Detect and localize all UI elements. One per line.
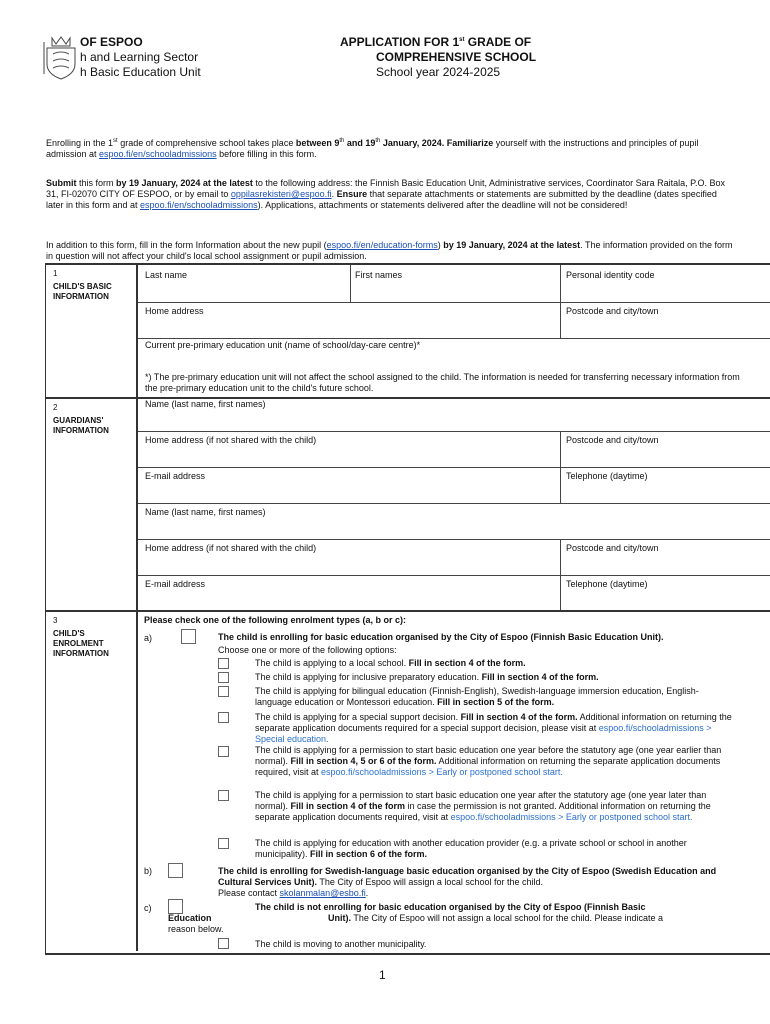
preprimary-unit-field[interactable]: Current pre-primary education unit (name of school/day-care centre)* — [145, 340, 421, 350]
application-title — [340, 35, 536, 80]
guardian1-phone-field[interactable]: Telephone (daytime) — [566, 471, 648, 481]
option-a-letter: a) — [144, 633, 153, 643]
option-special-support: The child is applying for a special support decision. Fill in section 4 of the form. Additional information on returning the separate application documents required for a special support decision, please visit at espoo.fi/schooladmissions > Special education. — [255, 712, 732, 744]
education-forms-link[interactable]: espoo.fi/en/education-forms — [326, 240, 438, 250]
espoo-crest-logo — [43, 34, 79, 80]
other-provider-checkbox[interactable] — [218, 838, 229, 849]
guardian1-postcode-field[interactable]: Postcode and city/town — [566, 435, 659, 445]
option-inclusive-preparatory: The child is applying for inclusive preparatory education. Fill in section 4 of the form. — [255, 672, 599, 682]
section-1-header — [46, 265, 138, 397]
option-b-checkbox[interactable] — [168, 863, 183, 878]
late-start-checkbox[interactable] — [218, 790, 229, 801]
organisation-name — [80, 35, 201, 80]
page-number: 1 — [379, 968, 386, 982]
intro-paragraph-3: In addition to this form, fill in the form Information about the new pupil (espoo.fi/en/education-forms) by 19 January, 2024 at the latest. The information provided on the form in question will not affect your child's local school assignment or pupil admission. — [46, 240, 733, 261]
title-line-1: APPLICATION FOR 1st GRADE OF — [340, 35, 532, 49]
section-label: CHILD'S BASIC INFORMATION — [53, 282, 112, 301]
first-names-field[interactable]: First names — [355, 270, 403, 280]
schooladmissions-link-2[interactable]: espoo.fi/en/schooladmissions — [140, 200, 258, 210]
skolanmalan-email-link[interactable]: skolanmalan@esbo.fi — [279, 888, 366, 898]
local-school-checkbox[interactable] — [218, 658, 229, 669]
option-c-title-2: Education — [168, 913, 212, 923]
section-number: 1 — [53, 269, 58, 278]
child-postcode-field[interactable]: Postcode and city/town — [566, 306, 659, 316]
option-c-letter: c) — [144, 903, 152, 913]
guardian2-postcode-field[interactable]: Postcode and city/town — [566, 543, 659, 553]
guardian2-email-field[interactable]: E-mail address — [145, 579, 206, 589]
special-education-link[interactable]: espoo.fi/schooladmissions > Special education. — [255, 723, 712, 744]
option-late-start: The child is applying for a permission to start basic education one year after the statutory age (one year later than normal). Fill in section 4 of the form in case the permission is not granted. Additional information on returning the separate application documents required, visit at espoo.fi/schooladmissions > Early or postponed school start. — [255, 790, 711, 822]
org-line-1: OF ESPOO — [80, 35, 143, 49]
section-2-header — [46, 399, 138, 610]
option-local-school: The child is applying to a local school. Fill in section 4 of the form. — [255, 658, 526, 668]
title-line-2: COMPREHENSIVE SCHOOL — [376, 50, 537, 64]
section-number: 3 — [53, 616, 58, 625]
child-home-address-field[interactable]: Home address — [145, 306, 204, 316]
option-c-checkbox[interactable] — [168, 899, 183, 914]
option-bilingual-education: The child is applying for bilingual education (Finnish-English), Swedish-language immersion education, English-language education or Montessori education. Fill in section 5 of the form. — [255, 686, 699, 707]
option-b-text: The child is enrolling for Swedish-language basic education organised by the City of Espoo (Swedish Education and Cultural Services Unit). The City of Espoo will assign a local school for the child. Please contact skolanmalan@esbo.fi. — [218, 866, 717, 898]
oppilasrekisteri-email-link[interactable]: oppilasrekisteri@espoo.fi — [230, 189, 332, 199]
section-3-header — [46, 612, 138, 951]
option-a-title: The child is enrolling for basic education organised by the City of Espoo (Finnish Basic Education Unit). — [218, 632, 664, 642]
org-line-2: h and Learning Sector — [80, 50, 199, 64]
option-a-subtitle: Choose one or more of the following options: — [218, 645, 397, 655]
school-year: School year 2024-2025 — [376, 65, 501, 79]
org-line-3: h Basic Education Unit — [80, 65, 201, 79]
section-label: GUARDIANS' INFORMATION — [53, 416, 109, 435]
option-moving-municipality: The child is moving to another municipality. — [255, 939, 427, 949]
bilingual-education-checkbox[interactable] — [218, 686, 229, 697]
enrolment-instruction: Please check one of the following enrolment types (a, b or c): — [144, 615, 407, 625]
early-postponed-link[interactable]: espoo.fi/schooladmissions > Early or postponed school start. — [321, 767, 563, 777]
option-a-checkbox[interactable] — [181, 629, 196, 644]
option-other-provider: The child is applying for education with another education provider (e.g. a private school or school in another municipality). Fill in section 6 of the form. — [255, 838, 687, 859]
preprimary-note: *) The pre-primary education unit will not affect the school assigned to the child. The information is needed for transferring necessary information from the pre-primary education unit to the child's future school. — [145, 372, 740, 393]
guardian2-home-address-field[interactable]: Home address (if not shared with the child) — [145, 543, 317, 553]
guardian1-home-address-field[interactable]: Home address (if not shared with the child) — [145, 435, 317, 445]
section-number: 2 — [53, 403, 58, 412]
early-postponed-link-2[interactable]: espoo.fi/schooladmissions > Early or postponed school start. — [450, 812, 693, 822]
section-label: CHILD'S ENROLMENT INFORMATION — [53, 629, 109, 658]
option-c-title-1: The child is not enrolling for basic education organised by the City of Espoo (Finnish Basic — [255, 902, 646, 912]
guardian2-name-field[interactable]: Name (last name, first names) — [145, 507, 266, 517]
option-c-reason-note: reason below. — [168, 924, 224, 934]
option-c-title-3: Unit). The City of Espoo will not assign a local school for the child. Please indicate a — [328, 913, 664, 923]
schooladmissions-link[interactable]: espoo.fi/en/schooladmissions — [99, 149, 217, 159]
intro-paragraph-2: Submit this form by 19 January, 2024 at the latest to the following address: the Finnish Basic Education Unit, Administrative services, Coordinator Sara Raitala, P.O. Box 31, FI-02070 CITY OF ESPOO, or by email to oppilasrekisteri@espoo.fi. Ensure that separate attachments or statements are submitted by the deadline (dates specified later in this form and at espoo.fi/en/schooladmissions). Applications, attachments or statements delivered after the deadline will not be considered! — [46, 178, 725, 210]
early-start-checkbox[interactable] — [218, 746, 229, 757]
moving-municipality-checkbox[interactable] — [218, 938, 229, 949]
option-b-letter: b) — [144, 866, 153, 876]
guardian2-phone-field[interactable]: Telephone (daytime) — [566, 579, 648, 589]
guardian1-name-field[interactable]: Name (last name, first names) — [145, 399, 266, 409]
option-early-start: The child is applying for a permission to start basic education one year before the statutory age (one year earlier than normal). Fill in section 4, 5 or 6 of the form. Additional information on returning the separate application documents required, visit at espoo.fi/schooladmissions > Early or postponed school start. — [255, 745, 722, 777]
last-name-field[interactable]: Last name — [145, 270, 188, 280]
special-support-checkbox[interactable] — [218, 712, 229, 723]
intro-paragraph-1: Enrolling in the 1st grade of comprehensive school takes place between 9th and 19th January, 2024. Familiarize yourself with the instructions and principles of pupil admission at espoo.fi/en/schooladmissions before filling in this form. — [46, 138, 699, 159]
guardian1-email-field[interactable]: E-mail address — [145, 471, 206, 481]
inclusive-preparatory-checkbox[interactable] — [218, 672, 229, 683]
personal-identity-code-field[interactable]: Personal identity code — [566, 270, 655, 280]
